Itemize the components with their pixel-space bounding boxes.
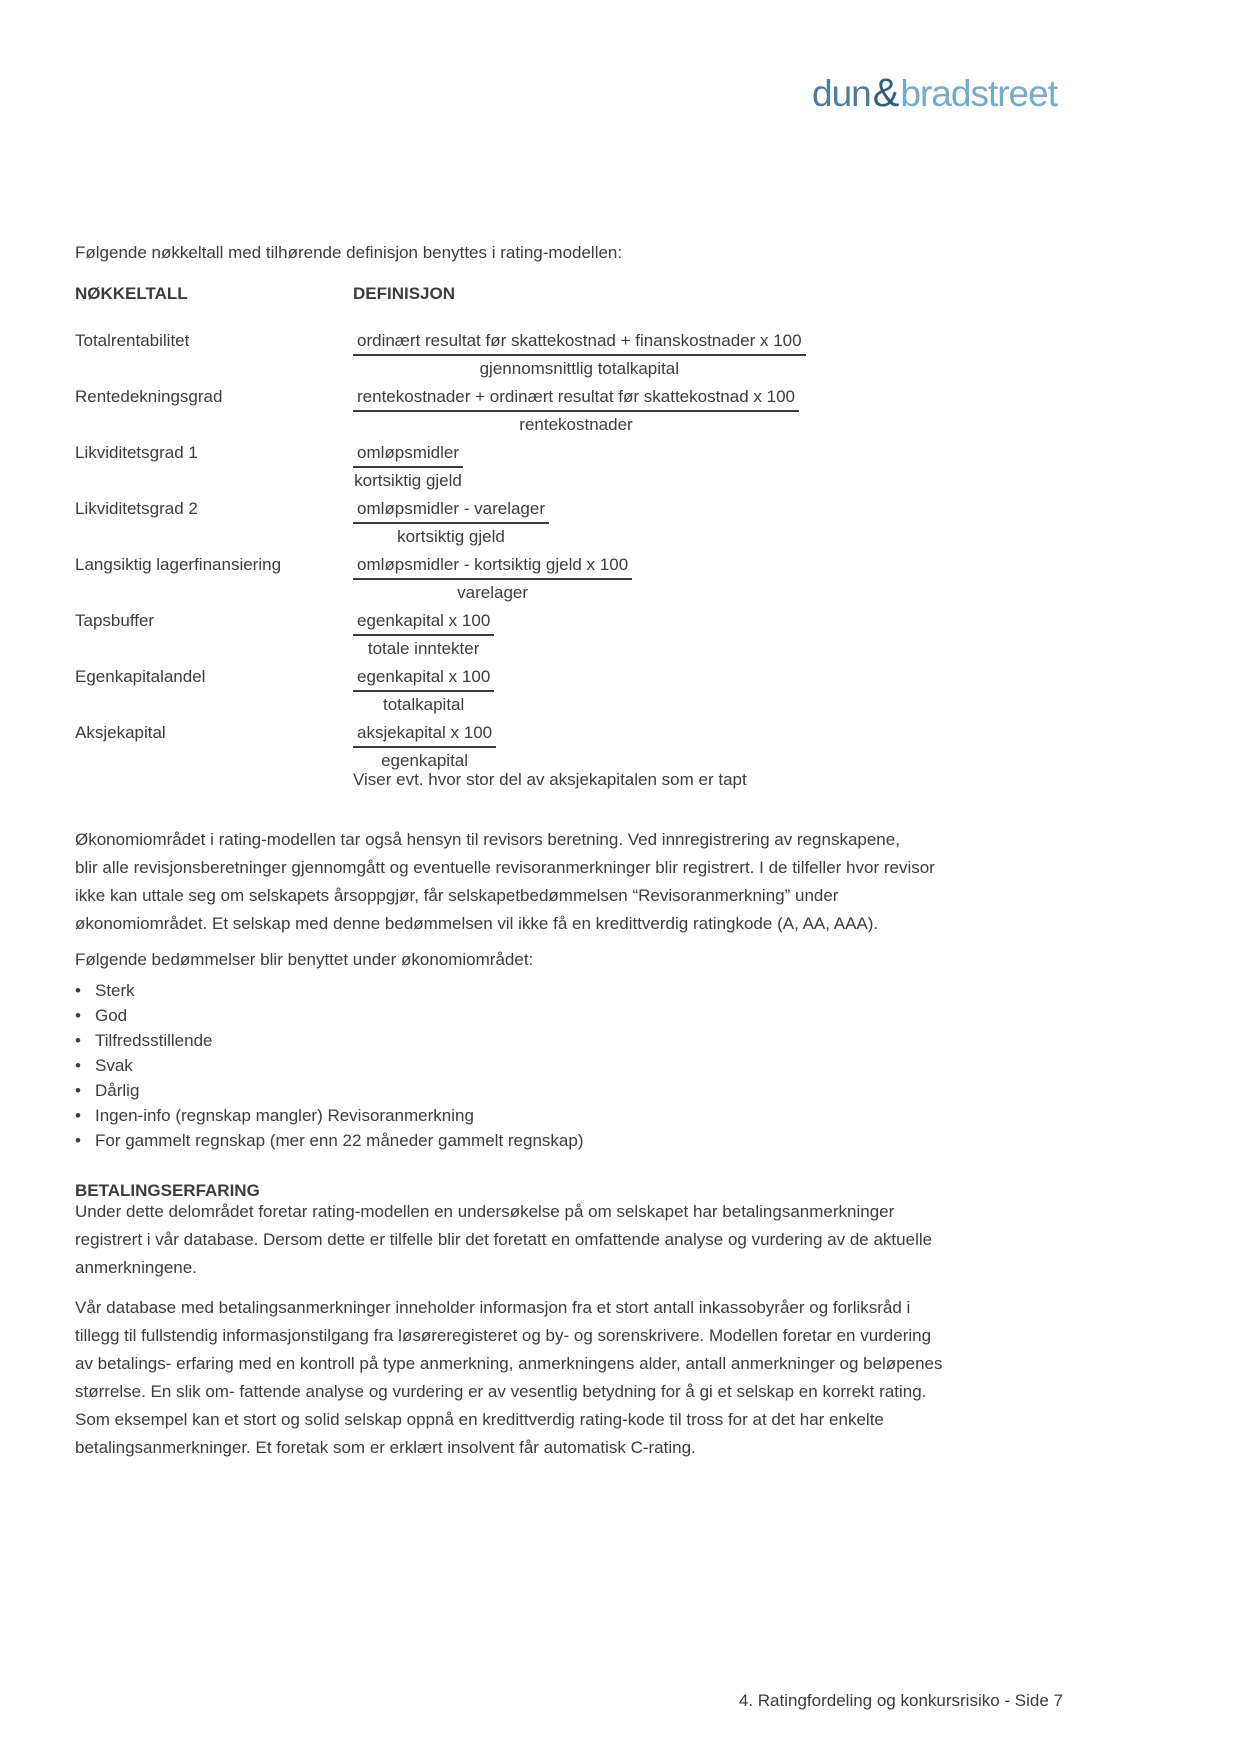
- keyfigure-label: Totalrentabilitet: [75, 331, 190, 350]
- fraction-denominator: rentekostnader: [519, 415, 633, 434]
- table-row: [75, 667, 806, 715]
- paragraph-line: Som eksempel kan et stort og solid selskap oppnå en kredittverdig rating-kode til tross for at det har enkelte: [75, 1410, 884, 1429]
- intro-text: Følgende nøkkeltall med tilhørende definisjon benyttes i rating-modellen:: [75, 243, 623, 262]
- column-header-keyfigure: NØKKELTALL: [75, 284, 188, 303]
- section-heading-betalingserfaring: BETALINGSERFARING: [75, 1181, 260, 1200]
- fraction-denominator: kortsiktig gjeld: [397, 527, 505, 546]
- list-item-label: Svak: [95, 1056, 133, 1075]
- bullet-icon: •: [75, 1081, 81, 1100]
- list-item: [75, 1128, 584, 1153]
- fraction-denominator: kortsiktig gjeld: [354, 471, 462, 490]
- logo-text-dun: dun: [812, 73, 871, 114]
- fraction-numerator: omløpsmidler: [353, 443, 463, 468]
- list-item-label: Tilfredsstillende: [95, 1031, 213, 1050]
- paragraph-line: blir alle revisjonsberetninger gjennomgått og eventuelle revisoranmerkninger blir registrert. I de tilfeller hvor revisor: [75, 858, 935, 877]
- definition-fraction: [353, 667, 494, 715]
- definition-fraction: [353, 499, 549, 547]
- list-item-label: For gammelt regnskap (mer enn 22 måneder gammelt regnskap): [95, 1131, 584, 1150]
- list-item: [75, 978, 584, 1003]
- paragraph-line: størrelse. En slik om- fattende analyse og vurdering er av vesentlig betydning for å gi et selskap en korrekt rating.: [75, 1382, 927, 1401]
- paragraph-line: betalingsanmerkninger. Et foretak som er erklært insolvent får automatisk C-rating.: [75, 1438, 696, 1457]
- table-header-row: [75, 280, 455, 308]
- keyfigure-label: Tapsbuffer: [75, 611, 155, 630]
- fraction-denominator: totale inntekter: [367, 639, 480, 658]
- keyfigure-label: Egenkapitalandel: [75, 667, 206, 686]
- ampersand-icon: &: [872, 71, 899, 115]
- fraction-numerator: egenkapital x 100: [353, 667, 494, 692]
- definition-fraction: [353, 387, 799, 435]
- logo-text-bradstreet: bradstreet: [900, 73, 1057, 114]
- table-row: [75, 499, 806, 547]
- definition-fraction: [353, 331, 806, 379]
- keyfigure-label: Langsiktig lagerfinansiering: [75, 555, 282, 574]
- paragraph-line: Vår database med betalingsanmerkninger inneholder informasjon fra et stort antall inkassobyråer og forliksråd i: [75, 1298, 911, 1317]
- list-item: [75, 1028, 584, 1053]
- fraction-numerator: ordinært resultat før skattekostnad + finanskostnader x 100: [353, 331, 806, 356]
- assessments-list: [75, 978, 584, 1153]
- list-item: [75, 1078, 584, 1103]
- bullet-icon: •: [75, 1031, 81, 1050]
- bullet-icon: •: [75, 1131, 81, 1150]
- aksjekapital-note: Viser evt. hvor stor del av aksjekapitalen som er tapt: [353, 770, 747, 789]
- fraction-denominator: totalkapital: [383, 695, 465, 714]
- fraction-numerator: aksjekapital x 100: [353, 723, 496, 748]
- bullet-icon: •: [75, 1056, 81, 1075]
- definition-fraction: [353, 723, 496, 771]
- payment-paragraph-1: [75, 1198, 932, 1282]
- list-item: [75, 1003, 584, 1028]
- keyfigure-label: Likviditetsgrad 1: [75, 443, 198, 462]
- column-header-definition: DEFINISJON: [353, 284, 456, 303]
- page-footer: 4. Ratingfordeling og konkursrisiko - Side 7: [738, 1691, 1063, 1710]
- paragraph-line: tillegg til fullstendig informasjonstilgang fra løsøreregisteret og by- og sorenskrivere. Modellen foretar en vurdering: [75, 1326, 932, 1345]
- paragraph-line: ikke kan uttale seg om selskapets årsoppgjør, får selskapetbedømmelsen “Revisoranmerkning” under: [75, 886, 839, 905]
- list-item-label: God: [95, 1006, 128, 1025]
- table-row: [75, 331, 806, 379]
- definition-fraction: [353, 443, 463, 491]
- fraction-denominator: egenkapital: [381, 751, 469, 770]
- table-row: [75, 443, 806, 491]
- economy-paragraph: [75, 826, 935, 938]
- fraction-numerator: rentekostnader + ordinært resultat før skattekostnad x 100: [353, 387, 799, 412]
- fraction-numerator: omløpsmidler - varelager: [353, 499, 549, 524]
- list-item-label: Dårlig: [95, 1081, 140, 1100]
- dun-bradstreet-logo: [812, 71, 1057, 115]
- fraction-denominator: gjennomsnittlig totalkapital: [479, 359, 679, 378]
- paragraph-line: Under dette delområdet foretar rating-modellen en undersøkelse på om selskapet har betalingsanmerkninger: [75, 1202, 895, 1221]
- fraction-numerator: omløpsmidler - kortsiktig gjeld x 100: [353, 555, 632, 580]
- list-item-label: Ingen-info (regnskap mangler) Revisoranmerkning: [95, 1106, 474, 1125]
- definition-fraction: [353, 611, 494, 659]
- bullet-icon: •: [75, 1006, 81, 1025]
- paragraph-line: anmerkningene.: [75, 1258, 197, 1277]
- paragraph-line: registrert i vår database. Dersom dette er tilfelle blir det foretatt en omfattende analyse og vurdering av de aktuelle: [75, 1230, 933, 1249]
- keyfigure-label: Aksjekapital: [75, 723, 166, 742]
- assessments-intro: Følgende bedømmelser blir benyttet under økonomiområdet:: [75, 950, 534, 969]
- payment-paragraph-2: [75, 1294, 943, 1462]
- assessments-block: [75, 946, 584, 1153]
- table-row: [75, 387, 806, 435]
- fraction-denominator: varelager: [457, 583, 529, 602]
- bullet-icon: •: [75, 981, 81, 1000]
- list-item: [75, 1103, 584, 1128]
- paragraph-line: Økonomiområdet i rating-modellen tar også hensyn til revisors beretning. Ved innregistrering av regnskapene,: [75, 830, 900, 849]
- fraction-numerator: egenkapital x 100: [353, 611, 494, 636]
- keyfigure-table: [75, 331, 806, 779]
- paragraph-line: av betalings- erfaring med en kontroll på type anmerkning, anmerkningens alder, antall anmerkninger og beløpenes: [75, 1354, 943, 1373]
- table-row: [75, 723, 806, 771]
- keyfigure-label: Likviditetsgrad 2: [75, 499, 198, 518]
- table-row: [75, 555, 806, 603]
- paragraph-line: økonomiområdet. Et selskap med denne bedømmelsen vil ikke få en kredittverdig ratingkode (A, AA, AAA).: [75, 914, 879, 933]
- keyfigure-label: Rentedekningsgrad: [75, 387, 223, 406]
- definition-fraction: [353, 555, 632, 603]
- list-item-label: Sterk: [95, 981, 135, 1000]
- table-row: [75, 611, 806, 659]
- list-item: [75, 1053, 584, 1078]
- bullet-icon: •: [75, 1106, 81, 1125]
